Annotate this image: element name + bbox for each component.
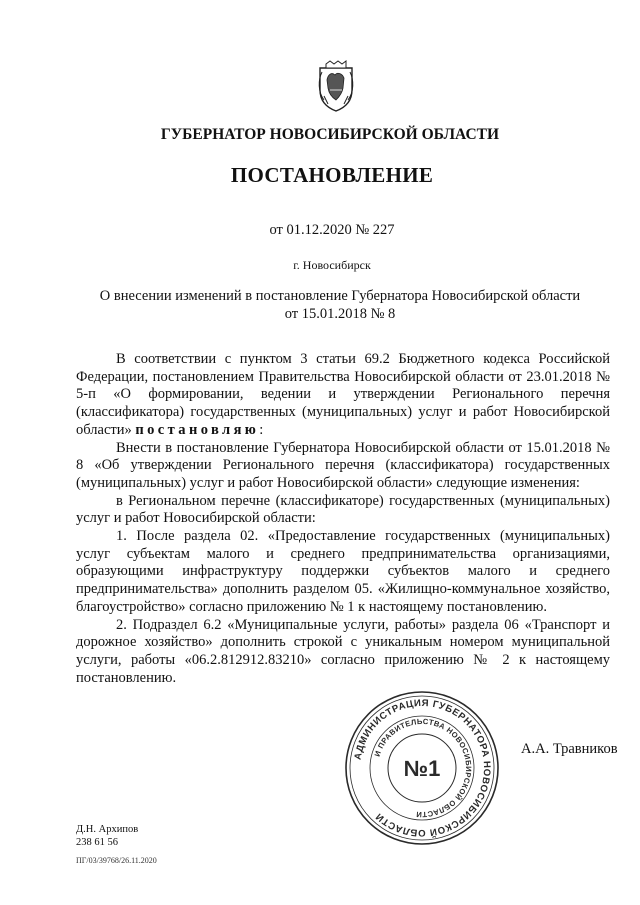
executor-name: Д.Н. Архипов [76,824,139,835]
document-date-number: от 01.12.2020 № 227 [269,222,395,238]
preamble-text: В соответствии с пунктом 3 статьи 69.2 Бюджетного кодекса Российской Федерации, постановлением Правительства Новосибирской области от 23.01.2018 № 5-п «О формировании, ведении и утверждении Регионального перечня (классификатора) государственных (муниципальных) услуг и работ Новосибирской области» [76,351,610,438]
executor-phone: 238 61 56 [76,837,118,848]
document-subject [70,287,610,323]
preamble-end: : [259,421,264,438]
paragraph-item-2: 2. Подраздел 6.2 «Муниципальные услуги, работы» раздела 06 «Транспорт и дорожное хозяйство» дополнить строкой с уникальным номером муниципальной услуги, работы «06.2.812912.83210» согласно приложению № 2 к настоящему постановлению. [76,616,610,686]
signatory-name: А.А. Травников [521,741,618,757]
document-code: ПГ/03/39768/26.11.2020 [76,856,157,865]
seal-inner-text: И ПРАВИТЕЛЬСТВА НОВОСИБИРСКОЙ ОБЛАСТИ [372,716,474,820]
document-body [76,351,610,687]
document-city: г. Новосибирск [293,258,371,272]
paragraph-amend: Внести в постановление Губернатора Новосибирской области от 15.01.2018 № 8 «Об утверждении Регионального перечня (классификатора) государственных (муниципальных) услуг и работ Новосибирской области» следующие изменения: [76,439,610,491]
paragraph-catalog: в Региональном перечне (классификаторе) государственных (муниципальных) услуг и работ Новосибирской области: [76,492,610,527]
paragraph-item-1: 1. После раздела 02. «Предоставление государственных (муниципальных) услуг субъектам малого и среднего предпринимательства организациями, образующими инфраструктуру поддержки субъектов малого и среднего предпринимательства» дополнить разделом 05. «Жилищно-коммунальное хозяйство, благоустройство» согласно приложению № 1 к настоящему постановлению. [76,528,610,615]
coat-of-arms-icon [316,60,356,112]
seal-number: №1 [403,756,441,781]
subject-line-1: О внесении изменений в постановление Губернатора Новосибирской области [99,288,581,304]
official-seal [342,688,502,848]
seal-outer-text: АДМИНИСТРАЦИЯ ГУБЕРНАТОРА НОВОСИБИРСКОЙ ОБЛАСТИ [352,697,493,839]
document-type: ПОСТАНОВЛЕНИЕ [230,163,434,187]
subject-line-2: от 15.01.2018 № 8 [284,306,396,322]
resolution-word: постановляю [135,421,260,438]
paragraph-preamble [76,351,610,440]
authority-title: ГУБЕРНАТОР НОВОСИБИРСКОЙ ОБЛАСТИ [160,126,500,143]
executor-block [76,823,138,849]
